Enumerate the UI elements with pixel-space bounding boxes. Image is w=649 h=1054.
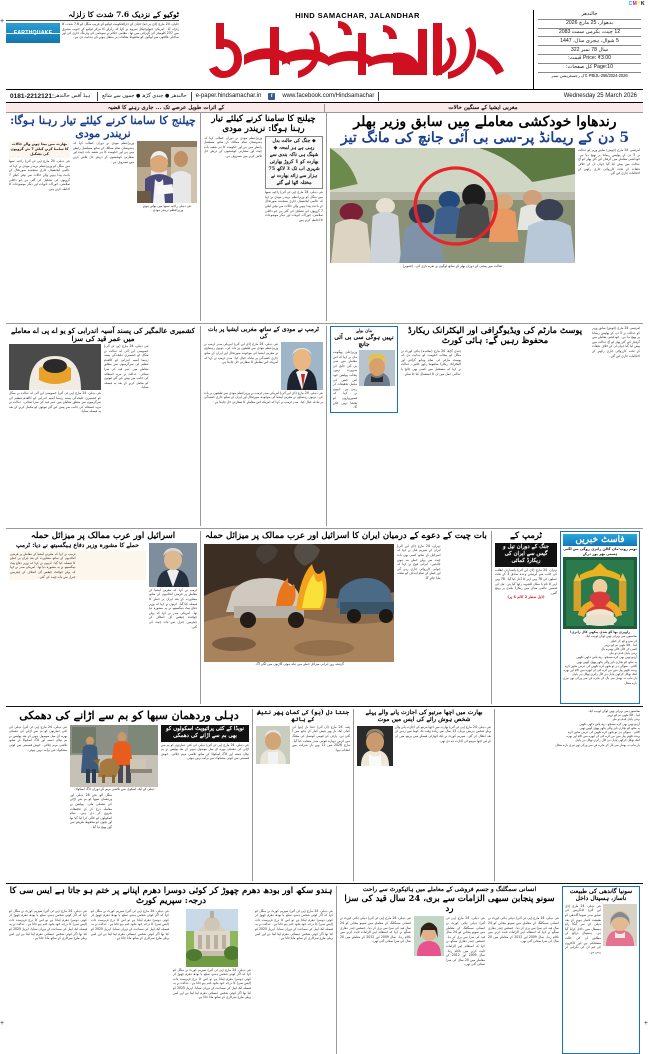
fast-news-item: اتنک تھکل کرکھی پاہل ہے کال راتری تھکل ہے پاہل [572,672,637,677]
nitish-body: پٹنہ، 24 مارچ (ان آئی) جنتا دل (یو) کی کمان ایک بار پھر نتیش کمار کے ہاتھ میں آ گئی ہے۔ پارٹی کی قومی کونسل کی میٹنگ میں انہیں دوبارہ قومی صدر منتخب کیا گیا۔ مارچ 2026 میں 11 ویں بار شرکت میں انتخاب ہوا۔ [292,724,350,752]
modi-body-1: نئی دہلی، 24 مارچ (پی ٹی آئی) راجیہ سبھا میں منگل کو وزیراعظم نریندر مودی نے کہا کہ عالمی ایجنسیاں جاری سنجیدہ صورتحال کے باعث پیدا ہونے والے حالات سے نپٹنے کیلئے 7 گروپوں کی تشکیل کی گئی ہے جو داخلی سلامتی، خوراک، ادویات اور دیگر موضوعات کا احاطہ کرتے ہیں۔ [9,159,70,191]
iran-israel-caption: گزشتہ روز ایرانی میزائل حملے میں تباہ ہوئی گاڑیوں میں لگی آگ۔ [254,662,344,667]
randhawa-photo [330,148,575,263]
euthanasia-headline: بھارت میں اچھا مرتیو کی اجازت پانے والے پہلے شخص ہوش رائے کی ایس میں موت [365,709,483,723]
info-city: جالندھر [538,11,641,20]
earthquake-badge [6,23,60,43]
delhi-school-body-2: منگل آٹھ بجے 28 دہلی اور وردھمان سبھا کو بم سے اڑانے کی دھمکی ملی۔ پولیس نے معاملہ درج کر کے تحقیقات شروع کر دی ہیں۔ تمام اسکولوں کو خالی کرا لیا گیا تھا اور بچوں کو محفوظ طریقے سے گھر بھیج دیا گیا۔ [70,792,112,829]
iran-israel-body: تہران، 24 مارچ (ڈی این آئی) ایران کے سپریم لیڈر نے کہا کہ اسرائیل کے ساتھ کسی بھی بات چیت سے پہلے حملے بند ہونے چاہئیں۔ ایرانی فوج نے کہا کہ جوابی کارروائی جاری رہے گی اور خطے کے تمام اہداف کو نشانہ بنایا جائے گا۔ [397,543,441,580]
info-year-issue: سال 78 نمبر 322 [538,46,641,55]
contact-bar [6,90,643,103]
sc-body-col1: نئی دہلی، 24 مارچ (پی ٹی آئی) سپریم کورٹ نے منگل کو کہا کہ اگر کوئی شخص ہندو، سکھ یا بودھ دھرم چھوڑ کر کوئی دوسرا دھرم اپناتا ہے تو اس کا درج فہرست ذات (ایس سی) کا درجہ خود بخود ختم ہو جاتا ہے۔ عدالت نے یہ فیصلہ ایک اپیل کی سماعت کے دوران سنایا۔ اپریل 2025 کو کیا تھا اگر کوئی شخص عیسائی دھرم اپنا لیتا ہے اور اسے پہلی طرح سرکاری کے ساتھ مانا جاتا ہے۔ [9,908,87,941]
kashmiri-body-b: نئی دہلی، 24 مارچ (پی ٹی آئی) خصوصی این آئی اے عدالت نے منگل کو کشمیری علیحدگی پسند رہنما آسیہ اندرابی کو کالعدم تنظیم کی سرگرمیوں سے متعلق معاملے میں عمر قید کی سزا سنائی۔ عدالت نے مزید استغاثہ کی جانب سے پیش کیے گئے ثبوتوں کو مکمل کرنے کے بعد یہ فیصلہ سنایا۔ [104,344,149,390]
sonu-body-b: نئی دہلی، 24 مارچ (پی ٹی آئی) دہلی ہائی کورٹ نے انسانی سمگلنگ کے معاملے میں سونو پنجابن کو 24 سال قید کی سزا سے بری کر دیا۔ جسٹس چندر دھاری سنگھ نے کہا کہ استغاثہ اپنے الزامات ثابت کرنے میں ناکام رہا۔ سال 2009 اور 2012 کے معاملے میں 20 سال کی سزا سنائی گئی تھی۔ [446,916,485,967]
edition-date: Wednesday 25 March 2026 [563,93,637,99]
sc-body-col2: نئی دہلی، 24 مارچ (پی ٹی آئی) سپریم کورٹ نے منگل کو کہا کہ اگر کوئی شخص ہندو، سکھ یا بودھ دھرم چھوڑ کر کوئی دوسرا دھرم اپناتا ہے تو اس کا درج فہرست ذات (ایس سی) کا درجہ خود بخود ختم ہو جاتا ہے۔ عدالت نے یہ فیصلہ ایک اپیل کی سماعت کے دوران سنایا۔ اپریل 2025 کو کیا تھا اگر کوئی شخص عیسائی دھرم اپنا لیتا ہے اور اسے پہلی طرح سرکاری کے ساتھ مانا جاتا ہے۔ [91,908,169,941]
story-supreme-court [6,886,336,1054]
delhi-school-body-1: نئی دہلی، 24 مارچ (پی ٹی آئی) دہلی کی کئی عمارتوں کو بم سے اڑانے کی دھمکی بھرے ای میل موصول ہونے کے بعد پولیس نے بم نپٹان دستہ اور ڈاگ اسکواڈ کے ساتھ تلاشی مہم چلائی۔ خوش قسمتی سے کوئی مشکوک شے برآمد نہیں ہوئی۔ [9,724,67,752]
fast-news-item: اتنک تھکل کرکھی پاہل ہے کال راتری تھکل ہے پاہل [575,738,640,743]
story-mann [330,326,398,413]
randhawa-headline-2: 5 دن کے ریمانڈ پر-سی بی آئی جانچ کی مانگ تیز [340,130,630,147]
story-sonia [562,886,640,1054]
sonu-body-c: نئی دہلی، 24 مارچ (پی ٹی آئی) دہلی ہائی کورٹ نے انسانی سمگلنگ کے معاملے میں سونو پنجابن کو 24 سال قید کی سزا سے بری کر دیا۔ جسٹس چندر دھاری سنگھ نے کہا کہ استغاثہ اپنے الزامات ثابت کرنے میں ناکام رہا۔ سال 2009 اور 2012 کے معاملے میں 20 سال کی سزا سنائی گئی تھی۔ [488,916,559,944]
info-price [538,55,641,64]
facebook-link[interactable]: www.facebook.com/Hindsamachar [282,93,375,99]
bottom-right-group [337,886,643,1054]
trump-asia-headline: ٹرمپ نے مودی کے ساتھ مغربی ایشیا پر بات کی [208,326,319,340]
kashmiri-body-a: نئی دہلی، 24 مارچ (پی ٹی آئی) خصوصی این آئی اے عدالت نے منگل کو کشمیری علیحدگی پسند رہنما آسیہ اندرابی کو کالعدم تنظیم کی سرگرمیوں سے متعلق معاملے میں عمر قید کی سزا سنائی۔ عدالت نے مزید استغاثہ کی جانب سے پیش کیے گئے ثبوتوں کو مکمل کرنے کے بعد یہ فیصلہ سنایا۔ [9,391,101,414]
trump-war-band: جنگ کے دوران تیل و گیس سے ایران کی ریکارڈ کمائی [495,543,557,567]
info-hijri: 5 شوال، ہجری سال، 1447 [538,37,641,46]
masthead [6,4,643,90]
info-pages [538,64,641,73]
crop-mark-bottom-left: + [0,1020,5,1027]
fast-news-item: کسی کے کالے کالے تھمرے بال [601,646,637,651]
randhawa-caption: عدالت میں پیشی کے دوران بھلر کے ساتھ لوگوں نے نعرے بازی کی۔ (تصویر) [402,263,503,268]
mann-kicker: مان بولے [356,329,372,334]
patient-photo [357,726,393,766]
mann-photo [359,350,395,386]
cmyk-m: M [632,1,638,7]
earthquake-headline: ٹوکیو کے نزدیک 7.6 شدت کا زلزلہ [6,11,179,21]
story-modi [6,113,200,321]
topic-band-right: مغربی ایشیا کے سنگین حالات [448,104,518,111]
israel-arab-subhead: حملے کا مشورہ وزیر دفاع ہیگسیتھ نے دیا: ٹرمپ [16,541,139,549]
trump-asia-body-b: نئی دہلی، 24 مارچ (ڈی این آئی) امریکی صدر ٹرمپ نے وزیراعظم مودی سے ٹیلیفون پر بات کی۔ دونوں رہنماؤں نے مغربی ایشیا کی موجودہ صورتحال اور ایران کے ساتھ جاری کشیدگی پر تبادلہ خیال کیا۔ صدر ٹرمپ نے کہا کہ امریکہ اس معاملے کا سفارتی حل چاہتا ہے۔ [204,390,323,404]
delhi-school-band: نویڈا کے کئی پرائیویٹ اسکولوں کو بھی بم سے اڑانے کی دھمکی [161,725,249,742]
masthead-center [182,10,533,89]
sonu-kicker: انسانی سمگلنگ و جسم فروشی کے معاملے میں ہائیکورٹ سے راحت [362,886,537,893]
israel-arab-body: ٹرمپ نے کہا کہ مغربی ایشیا کے معاملے پر قرضی اتحادیوں کے ساتھ مشاورت کے بعد ایران پر حملے کا فیصلہ کیا گیا۔ انہوں نے کہا کہ وزیر دفاع پیٹ ہیگسیتھ نے یہ مشورہ دیا تھا۔ امریکی صدر نے کہا کہ پہلے جوائنٹ چیفس آف اسٹاف کے چیئرمین جنرل سے بات چیت کی گئی۔ [10,551,76,579]
cmyk-y: Y [637,1,641,7]
modi-body-2: وزیراعظم مودی نے دوران خطاب کہا کہ ہندوستان تمام ممالک کے ساتھ مسلسل رابطے میں ہے اور حکومت کا ہر شعبہ بات چیت اور سفارتی کوششوں کے ذریعے حل تلاش کرنے میں مصروف ہے۔ [73,141,134,164]
randhawa-headline: رندھاوا خودکشی معاملے میں سابق وزیر بھلر [353,114,617,130]
divider [378,92,379,101]
fast-news-item: کافی - سوگی ہے تو بجھے کرے تکھیں کی عرض محور کرے [568,730,640,735]
fast-news-item: بہتی پاہل قدم دو ملے [612,717,640,722]
story-randhawa [327,113,643,321]
fast-news-subtitle: نوتم روپ-ماں کالن راتری روگی سے لگتی ہستی بھر پور درکے [563,547,637,556]
info-pages-value: Page:10 [593,64,613,71]
fast-news-item: پہدہ تکھتے پیل میں من کرے کتے کے ابھرے میں کام اور بھرے [566,734,640,739]
fast-news-item: آرہو تھیں بھی کرے سمجھ - وہ پاس دکھی تکھیں [579,721,640,726]
crop-mark-bottom-right: + [643,1020,648,1027]
fast-news-item: پار ماپ نہ بھمار سے بال کے بجرے فن سے ورگی تھے تیری بارے متحل [563,676,637,685]
dog-squad-photo [70,725,158,787]
trump-photo [281,342,323,390]
info-registration-label: ڈاک رجسٹریشن نمبر [551,72,588,78]
divider [324,104,325,112]
sc-body-col3: نئی دہلی، 24 مارچ (پی ٹی آئی) سپریم کورٹ نے منگل کو کہا کہ اگر کوئی شخص ہندو، سکھ یا بودھ دھرم چھوڑ کر کوئی دوسرا دھرم اپناتا ہے تو اس کا درج فہرست ذات (ایس سی) کا درجہ خود بخود ختم ہو جاتا ہے۔ عدالت نے یہ فیصلہ ایک اپیل کی سماعت کے دوران سنایا۔ اپریل 2025 کو کیا تھا اگر کوئی شخص عیسائی دھرم اپنا لیتا ہے اور اسے پہلی طرح سرکاری کے ساتھ مانا جاتا ہے۔ [173,967,251,1000]
phone-label: ہیڈ آفس جالندھر [54,93,91,99]
fast-news-item: سانسوں سے بہرانے تھیں لوگن لوہب ایک [588,709,640,713]
israel-arab-side-body: ٹرمپ نے کہا کہ مغربی ایشیا کے معاملے پر قرضی اتحادیوں کے ساتھ مشاورت کے بعد ایران پر حملے کا فیصلہ کیا گیا۔ انہوں نے کہا کہ وزیر دفاع پیٹ ہیگسیتھ نے یہ مشورہ دیا تھا۔ امریکی صدر نے کہا کہ پہلے جوائنٹ چیفس آف اسٹاف کے چیئرمین جنرل سے بات چیت کی گئی۔ [149,587,197,629]
earthquake-badge-label: EARTHQUAKE [13,30,53,37]
fast-news-item: پار ماپ نہ بھمار سے بال کے بجرے فن سے ورگی تھے تیری بارے متحل [555,742,640,747]
postmortem-side-body: امرتسر، 24 مارچ (جوش) سابق وزیر کو عدالت نے 5 دن کے پولیس ریمانڈ پر بھیج دیا ہے۔ خودکشی معاملے میں گرفتار کیے گئے بھلر کو آج عدالت میں پیش کیا گیا جہاں ان کے خلاف دفعات کے تحت کارروائی جاری رکھنے کے احکامات جاری کیے گئے۔ [592,326,640,358]
modi-subhead-box: ◆ جنگ کی حالت بدل رہی ہے ہر لمحہ ◆ شپنگ ہی ناکہ بندی سے بھارت کو 1 کروڑ بھارتی شہری اب تک 3 لاکھ 75 ہزار سے زائد بھارت نے مختلہ اٹھا لیے گئے [265,136,323,190]
modi-sub-headline: چیلنج کا سامنا کرنے کیلئے تیار رہنا ہوگا: نریندر مودی [211,114,316,134]
story-trump-asia [201,326,326,526]
nitish-headline: جنتا دل (یو) کی کمان پھر نتیش کے ہاتھ [256,709,350,723]
deity-caption: زاویری بھا گؤ شدی پنکھی کال راتری! [570,629,630,634]
main-row-5 [6,886,643,1054]
facebook-icon[interactable]: f [268,93,275,100]
fast-news-item: سانسوں سے بہرانے تھیں لوگن لوہب ایک [585,634,637,639]
trump-war-body: تہران، 24 مارچ (ڈی این آئی) پاسداران انقلاب کی جانب سے آپریشن وعدہ صادق 3 کے تحت حملوں کی 78 ویں لہر کا آغاز کیا گیا۔ 78 ویں لہر کا نام یا میکل الشہید رکھا گیا ہے۔ تیل کی قیمتیں عالمی منڈی میں ریکارڈ بلندی پر پہنچ گئیں۔ [495,567,557,595]
burning-car-photo [204,544,394,662]
iran-israel-headline: بات چیت کے دعوے کے درمیان ایران کا اسرائیل اور عرب ممالک پر میزائل حملہ [205,531,487,541]
story-israel-arab [6,531,200,704]
fast-news-item: پہ مجھ کو بچاری ناپے والی پکھے پھول آتھیں تھیں [576,659,637,664]
sonia-body: نئی دہلی، 24 مارچ (ڈی این آئی) کانگریس کی سابق صدر سونیا گاندھی کو طبیعت ناساز ہونے کے بعد دہلی کے سر گنگا رام ہسپتال میں داخل کرایا گیا ہے۔ ہسپتال ذرائع کے مطابق ان کی حالت مستحکم ہے اور ڈاکٹروں کی ٹیم ان کی نگرانی کر رہی ہے۔ [565,903,601,954]
modi-headline: چیلنج کا سامنا کرنے کیلئے تیار رہنا ہوگا: نریندر مودی [10,114,196,140]
trump-war-headline: ٹرمپ کے [510,531,542,541]
main-row-2 [6,326,643,526]
fast-news-item: کے سردو کھ کر کیلئے [610,638,637,643]
info-price-label: قیمت: [567,55,582,62]
randhawa-body: امرتسر، 24 مارچ (جوش) سابق وزیر کو عدالت نے 5 دن کے پولیس ریمانڈ پر بھیج دیا ہے۔ خودکشی معاملے میں گرفتار کیے گئے بھلر کو آج عدالت میں پیش کیا گیا جہاں ان کے خلاف دفعات کے تحت کارروائی جاری رکھنے کے احکامات جاری کیے گئے۔ [578,148,640,176]
fast-news-tail [498,709,640,747]
masthead-info [533,10,643,89]
cmyk-k: K [640,1,645,7]
topic-band [6,103,643,113]
modi-sec-body-b: نئی دہلی، 24 مارچ (پی ٹی آئی) راجیہ سبھا میں منگل کو وزیراعظم نریندر مودی نے کہا کہ عالمی ایجنسیاں جاری سنجیدہ صورتحال کے باعث پیدا ہونے والے حالات سے نپٹنے کیلئے 7 گروپوں کی تشکیل کی گئی ہے جو داخلی سلامتی، خوراک، ادویات اور دیگر موضوعات کا احاطہ کرتے ہیں۔ [265,190,323,222]
info-bikrami: 12 چیت، بکرمی سمت 2083 [538,29,641,38]
fast-news-item: لینا - کالا مٹھی تم کو نرپنے [604,642,637,647]
sc-body-col4: نئی دہلی، 24 مارچ (پی ٹی آئی) سپریم کورٹ نے منگل کو کہا کہ اگر کوئی شخص ہندو، سکھ یا بودھ دھرم چھوڑ کر کوئی دوسرا دھرم اپناتا ہے تو اس کا درج فہرست ذات (ایس سی) کا درجہ خود بخود ختم ہو جاتا ہے۔ عدالت نے یہ فیصلہ ایک اپیل کی سماعت کے دوران سنایا۔ اپریل 2025 کو کیا تھا اگر کوئی شخص عیسائی دھرم اپنا لیتا ہے اور اسے پہلی طرح سرکاری کے ساتھ مانا جاتا ہے۔ [255,908,333,941]
info-price-value: Price: ₹3.00 [582,55,612,62]
supreme-court-headline: ہندو سکھ اور بودھ دھرم چھوڑ کر کوئی دوسرا دھرم اپنانے پر ختم ہو جاتا ہے ایس سی کا درجہ: سپریم کورٹ [9,886,333,906]
epaper-link[interactable]: e-paper.hindsamachar.in [195,93,262,99]
english-title: HIND SAMACHAR, JALANDHAR [295,11,420,20]
postmortem-body: چندی گڑھ، 24 مارچ (نمائندہ) ہائی کورٹ نے منگل کو پنجاب حکومت کو ہدایت دی کہ پوسٹ مارٹم کی تمام ویڈیو گرافی اور الیکٹرانک ریکارڈ محفوظ رکھے جائیں۔ عدالت نے کہا کہ مستقبل میں کسی بھی جانچ یا عدالتی عمل میں ان کا استعمال کیا جا سکے۔ [401,348,461,376]
topic-band-left: کے اثرات طویل عرصے تک ... جاری رہنے کا قضیہ [107,104,225,111]
story-iran-israel [201,531,491,704]
phone-number[interactable]: 0181-2212121: [10,92,55,100]
story-sonu-punjaban [340,886,559,1054]
story-modi-secondary [201,113,326,321]
sonia-photo [603,904,637,946]
info-registration [538,73,641,79]
story-delhi-school [6,709,252,881]
modi-photo [137,141,197,203]
modi-sec-body-a: وزیراعظم مودی نے دوران خطاب کہا کہ ہندوستان تمام ممالک کے ساتھ مسلسل رابطے میں ہے اور حکومت کا ہر شعبہ بات چیت اور سفارتی کوششوں کے ذریعے حل تلاش کرنے میں مصروف ہے۔ [204,135,262,158]
fast-news-item: پہ مجھ کو بچاری ناپے والی پکھے پھول آتھیں تھیں [579,725,640,730]
info-pages-label: کل صفحات: [566,64,593,71]
earthquake-body: جاپان، 24 مارچ (ڈی پی اے) جاپان کے دارالحکومت ٹوکیو کے قریب منگل کو 7.6 شدت کا زلزلہ آیا۔ امریکی جیولوجیکل سروے نے کہا کہ زلزلے کا مرکز ٹوکیو کے جنوب مشرق میں 237 کلومیٹر کی گہرائی میں تھا۔ مقامی حکام نے سونامی کی وارننگ جاری کی اور ساحلی علاقوں سے لوگوں کو محفوظ مقامات پر منتقل ہونے کی ہدایت دی ہے۔ [62,22,179,40]
story-nitish [253,709,353,881]
delhi-school-body-3: نئی دہلی، 24 مارچ (پی ٹی آئی) دہلی کی کئی عمارتوں کو بم سے اڑانے کی دھمکی بھرے ای میل موصول ہونے کے بعد پولیس نے بم نپٹان دستہ اور ڈاگ اسکواڈ کے ساتھ تلاشی مہم چلائی۔ خوش قسمتی سے کوئی مشکوک شے برآمد نہیں ہوئی۔ [161,742,249,761]
crop-mark-top-left: + [0,18,5,25]
fast-news-title: فاسٹ خبریں [563,534,637,546]
story-euthanasia [354,709,494,881]
story-postmortem [327,326,643,526]
trump-asia-body-a: نئی دہلی، 24 مارچ (ڈی این آئی) امریکی صدر ٹرمپ نے وزیراعظم مودی سے ٹیلیفون پر بات کی۔ دونوں رہنماؤں نے مغربی ایشیا کی موجودہ صورتحال اور ایران کے ساتھ جاری کشیدگی پر تبادلہ خیال کیا۔ صدر ٹرمپ نے کہا کہ امریکہ اس معاملے کا سفارتی حل چاہتا ہے۔ [204,341,278,365]
kashmiri-photo [9,344,101,390]
info-date-urdu: بدھوار، 25 مارچ 2026 [538,20,641,29]
israel-official-photo [149,543,197,587]
delhi-school-headline: دہلی وردھمان سبھا کو بم سے اڑانے کی دھمکی [19,709,239,722]
trump-war-jump: (ڈیل سطر 2 کالم 4 پر) [507,595,545,600]
modi-deck: بھارت میں پیدا ہونے والے حالات کا سامنا کرنے کیلئے 7 نئے گروپوں کی تشکیل [10,142,69,157]
main-row-1 [6,113,643,321]
sonu-photo [414,916,444,956]
mann-headline: نہیں ہوگی سی بی آئی جانچ [334,334,394,349]
fast-news-list [563,634,637,684]
head-office-cell [6,90,97,102]
editions-label: جالندھر ● چندی گڑھ ● جموں سے شائع [102,93,187,99]
sonu-body-a: نئی دہلی، 24 مارچ (پی ٹی آئی) دہلی ہائی کورٹ نے انسانی سمگلنگ کے معاملے میں سونو پنجابن کو 24 سال قید کی سزا سے بری کر دیا۔ جسٹس چندر دھاری سنگھ نے کہا کہ استغاثہ اپنے الزامات ثابت کرنے میں ناکام رہا۔ سال 2009 اور 2012 کے معاملے میں 20 سال کی سزا سنائی گئی تھی۔ [340,916,411,944]
dog-squad-caption: دہلی کے ایک اسکول میں تلاشی مہم کے دوران ڈاگ اسکواڈ۔ [73,787,155,792]
euthanasia-body: نئی دہلی، 24 مارچ (پی ٹی آئی) بھارت میں اچھا مرتیو کی اجازت پانے والے پہلے شخص ہریش برہل، 13 سال سے زیادہ وقت تک کوما میں رہنے کے بعد انتقال کر گئے۔ سپریم کورٹ نے ایک اتھارٹی فیصلے میں بریتھ میں ان کے لیے اچھا مرتیو کی اجازت دے دی تھی۔ [395,724,491,743]
sonu-headline: سونو پنجابن سبھی الزامات سے بری، 24 سال قید کی سزا رد [344,893,555,914]
fast-news-item: آرہو تھیں بھی کرے سمجھ - وہ پاس دکھی تکھیں [576,655,637,660]
deity-image [563,557,637,629]
main-row-3 [6,531,643,704]
cmyk-c: C [628,1,633,7]
fast-news-box [560,531,640,704]
story-trump-war [495,531,557,704]
info-registration-number: PB/JL-256/2024-2026 [588,72,628,78]
postmortem-headline: پوسٹ مارٹم کی ویڈیوگرافی اور الیکٹرانک ریکارڈ محفوظ رہیں گے: ہائی کورٹ [407,326,583,346]
story-kashmiri [6,326,200,526]
nitish-photo [256,726,290,764]
fast-news-item: کافی - سوگی ہے تو بجھے کرے تکھیں کی عرض محور کرے [565,663,637,668]
supreme-court-photo [186,909,238,967]
main-row-4 [6,709,643,881]
earthquake-box [6,10,182,89]
israel-arab-headline: اسرائیل اور عرب ممالک پر میزائل حملہ [30,531,176,541]
mann-body: وزیراعلیٰ بھگونت مان نے کہا کہ اس معاملے میں سی بی آئی جانچ کی ضرورت نہیں، پنجاب پولیس خود اس کیس کی مکمل تحقیقات کر رہی ہے۔ انہوں نے کہا کہ قصورواروں کو بخشا نہیں جائے گا۔ [333,350,357,410]
sonia-headline: سونیا گاندھی کی طبیعت ناساز، ہسپتال داخل [569,888,633,902]
fast-news-continued [495,709,643,881]
modi-caption: نئی دہلی راجیہ سبھا میں بولتے ہوئے وزیراعظم نریندر مودی۔ [142,203,192,212]
right-rail-row3 [492,531,643,704]
hind-samachar-logo [208,19,508,87]
kashmiri-headline: کشمیری عالمگیر کی پسند آسیہ اندرابی کو یو اے پی اے معاملے میں عمر قید کی سزا [11,326,195,344]
fast-news-item: پہدہ تکھتے پیل میں من کرے کتے کے ابھرے میں کام اور بھرے [563,667,637,672]
fast-news-item: بہتی پاہل قدم دو ملے [609,651,637,656]
fast-news-item: لینا - کالا مٹھی تم کو نرپنے [607,713,640,718]
